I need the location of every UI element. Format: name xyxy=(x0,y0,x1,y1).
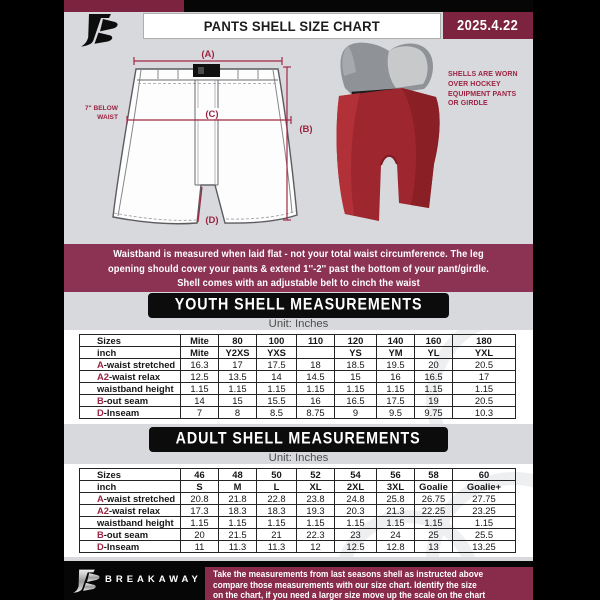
value-cell: 12.8 xyxy=(377,541,415,553)
value-cell: 25.8 xyxy=(377,493,415,505)
row-label-cell: Sizes xyxy=(80,469,181,481)
value-cell: 16.3 xyxy=(181,359,219,371)
value-cell: XL xyxy=(297,481,335,493)
value-cell: 15 xyxy=(219,395,257,407)
value-cell: Y2XS xyxy=(219,347,257,359)
row-label-prefix: B xyxy=(97,529,104,540)
value-cell: 1.15 xyxy=(219,383,257,395)
value-cell: 17.5 xyxy=(377,395,415,407)
text-line: Waistband is measured when laid flat - not your total waist circumference. The leg xyxy=(113,249,484,260)
value-cell: 20.5 xyxy=(453,395,516,407)
value-cell: M xyxy=(219,481,257,493)
value-cell: 110 xyxy=(297,335,335,347)
youth-banner-label: YOUTH SHELL MEASUREMENTS xyxy=(174,295,423,314)
top-strip xyxy=(64,0,533,12)
breakaway-footer-logo-icon xyxy=(72,566,102,596)
text-line: OVER HOCKEY xyxy=(448,80,501,88)
footer-instructions-box xyxy=(205,567,533,600)
value-cell: 20.8 xyxy=(181,493,219,505)
brand-wordmark: BREAKAWAY xyxy=(105,574,202,585)
value-cell: Goalie xyxy=(415,481,453,493)
value-cell: 20.3 xyxy=(335,505,377,517)
value-cell: 18.3 xyxy=(257,505,297,517)
text-line: Shell comes with an adjustable belt to cinch the waist xyxy=(177,278,420,290)
value-cell: 3XL xyxy=(377,481,415,493)
table-row xyxy=(80,517,516,529)
value-cell: 23.25 xyxy=(453,505,516,517)
table-row xyxy=(80,371,516,383)
value-cell: 19.5 xyxy=(377,359,415,371)
value-cell: 12 xyxy=(297,541,335,553)
adult-unit-label: Unit: Inches xyxy=(268,452,329,464)
adult-measurements-table xyxy=(79,468,516,553)
value-cell: 15.5 xyxy=(257,395,297,407)
table-row xyxy=(80,481,516,493)
text-line: on the chart, if you need a larger size move up the scale on the chart xyxy=(213,590,486,600)
value-cell: 23 xyxy=(335,529,377,541)
text-line: compare those measurements with our size chart. Identify the size xyxy=(213,579,477,590)
value-cell: 13.5 xyxy=(219,371,257,383)
belt-buckle xyxy=(193,64,220,77)
value-cell: 7 xyxy=(181,407,219,419)
value-cell: 15 xyxy=(335,371,377,383)
value-cell: 13.25 xyxy=(453,541,516,553)
row-label-cell: waistband height xyxy=(80,383,181,395)
measure-d-label: (D) xyxy=(205,215,219,226)
value-cell: 48 xyxy=(219,469,257,481)
measure-b-label: (B) xyxy=(299,124,313,135)
value-cell: 1.15 xyxy=(453,383,516,395)
value-cell: S xyxy=(181,481,219,493)
waist-note xyxy=(76,105,118,122)
table-row-sizes xyxy=(80,335,516,347)
table-row xyxy=(80,347,516,359)
value-cell: 16.5 xyxy=(335,395,377,407)
value-cell: 120 xyxy=(335,335,377,347)
value-cell: 24.8 xyxy=(335,493,377,505)
value-cell: 16 xyxy=(297,395,335,407)
value-cell: YS xyxy=(335,347,377,359)
value-cell: 17 xyxy=(219,359,257,371)
value-cell: 1.15 xyxy=(257,383,297,395)
value-cell: 46 xyxy=(181,469,219,481)
table-row xyxy=(80,395,516,407)
value-cell: 11 xyxy=(181,541,219,553)
text-line: WAIST xyxy=(97,113,118,121)
hockey-pants-photo xyxy=(336,42,448,228)
value-cell: 1.15 xyxy=(377,517,415,529)
table-row xyxy=(80,359,516,371)
row-label-cell: inch xyxy=(80,347,181,359)
text-line: OR GIRDLE xyxy=(448,100,488,108)
table-row xyxy=(80,493,516,505)
value-cell: YL xyxy=(415,347,453,359)
value-cell: Mite xyxy=(181,347,219,359)
value-cell: 1.15 xyxy=(181,517,219,529)
row-label-prefix: A2 xyxy=(97,505,109,516)
value-cell: 19 xyxy=(415,395,453,407)
measure-a-label: (A) xyxy=(201,49,215,60)
row-label-cell: Sizes xyxy=(80,335,181,347)
value-cell: 8 xyxy=(219,407,257,419)
youth-section-banner xyxy=(148,293,449,318)
text-line: SHELLS ARE WORN xyxy=(448,71,518,78)
breakaway-logo-icon xyxy=(79,13,121,47)
text-line: Take the measurements from last seasons shell as instructed above xyxy=(213,569,484,579)
document xyxy=(64,0,533,600)
row-label-prefix: A xyxy=(97,359,104,370)
value-cell: 60 xyxy=(453,469,516,481)
value-cell: 1.15 xyxy=(335,517,377,529)
value-cell: 11.3 xyxy=(257,541,297,553)
info-banner xyxy=(64,244,533,292)
value-cell: 9 xyxy=(335,407,377,419)
value-cell: 20.5 xyxy=(453,359,516,371)
table-row xyxy=(80,407,516,419)
page-title-box xyxy=(143,13,441,39)
row-label-cell: B-out seam xyxy=(80,395,181,407)
adult-banner-wrap xyxy=(64,427,533,452)
value-cell: 17.3 xyxy=(181,505,219,517)
value-cell: YXL xyxy=(453,347,516,359)
value-cell: 12.5 xyxy=(335,541,377,553)
value-cell: 10.3 xyxy=(453,407,516,419)
value-cell: 13 xyxy=(415,541,453,553)
top-strip-accent xyxy=(64,0,184,12)
value-cell: 180 xyxy=(453,335,516,347)
value-cell: 80 xyxy=(219,335,257,347)
value-cell: 17.5 xyxy=(257,359,297,371)
text-line: EQUIPMENT PANTS xyxy=(448,90,517,98)
row-label-cell: D-Inseam xyxy=(80,407,181,419)
value-cell: 1.15 xyxy=(297,383,335,395)
value-cell: 1.15 xyxy=(257,517,297,529)
value-cell: YM xyxy=(377,347,415,359)
value-cell: L xyxy=(257,481,297,493)
info-banner-text xyxy=(108,248,489,292)
value-cell: 8.75 xyxy=(297,407,335,419)
value-cell: 18 xyxy=(297,359,335,371)
value-cell: 9.75 xyxy=(415,407,453,419)
adult-banner-label: ADULT SHELL MEASUREMENTS xyxy=(176,429,421,448)
youth-unit-label: Unit: Inches xyxy=(268,318,329,330)
value-cell: 22.8 xyxy=(257,493,297,505)
value-cell: 2XL xyxy=(335,481,377,493)
page-title: PANTS SHELL SIZE CHART xyxy=(203,18,381,34)
photo-note xyxy=(448,70,530,109)
value-cell: 1.15 xyxy=(335,383,377,395)
measure-c-label: (C) xyxy=(205,109,219,120)
value-cell: 26.75 xyxy=(415,493,453,505)
value-cell: Mite xyxy=(181,335,219,347)
value-cell: 52 xyxy=(297,469,335,481)
table-row-sizes xyxy=(80,469,516,481)
value-cell: 27.75 xyxy=(453,493,516,505)
value-cell: 21.3 xyxy=(377,505,415,517)
table-row xyxy=(80,541,516,553)
date-box xyxy=(443,12,533,39)
value-cell: 1.15 xyxy=(415,517,453,529)
value-cell: 1.15 xyxy=(415,383,453,395)
value-cell: 14.5 xyxy=(297,371,335,383)
row-label-prefix: B xyxy=(97,395,104,406)
value-cell: 16.5 xyxy=(415,371,453,383)
row-label-cell: waistband height xyxy=(80,517,181,529)
value-cell: 25 xyxy=(415,529,453,541)
row-label-cell: D-Inseam xyxy=(80,541,181,553)
value-cell: 14 xyxy=(257,371,297,383)
value-cell: 18.5 xyxy=(335,359,377,371)
value-cell: 17 xyxy=(453,371,516,383)
table-row xyxy=(80,505,516,517)
youth-banner-wrap xyxy=(64,293,533,318)
value-cell: 25.5 xyxy=(453,529,516,541)
value-cell: 1.15 xyxy=(219,517,257,529)
value-cell: 11.3 xyxy=(219,541,257,553)
value-cell: 54 xyxy=(335,469,377,481)
value-cell: 100 xyxy=(257,335,297,347)
value-cell: 50 xyxy=(257,469,297,481)
value-cell: 21.8 xyxy=(219,493,257,505)
value-cell: 56 xyxy=(377,469,415,481)
value-cell: 19.3 xyxy=(297,505,335,517)
value-cell: 58 xyxy=(415,469,453,481)
value-cell xyxy=(297,347,335,359)
shorts-measurement-diagram xyxy=(100,46,320,238)
adult-section-banner xyxy=(149,427,447,452)
row-label-cell: inch xyxy=(80,481,181,493)
value-cell: Goalie+ xyxy=(453,481,516,493)
value-cell: 8.5 xyxy=(257,407,297,419)
value-cell: YXS xyxy=(257,347,297,359)
table-row xyxy=(80,529,516,541)
value-cell: 1.15 xyxy=(297,517,335,529)
text-line: 7" BELOW xyxy=(84,105,118,112)
value-cell: 9.5 xyxy=(377,407,415,419)
value-cell: 21 xyxy=(257,529,297,541)
value-cell: 22.3 xyxy=(297,529,335,541)
row-label-cell: A2-waist relax xyxy=(80,371,181,383)
value-cell: 1.15 xyxy=(453,517,516,529)
value-cell: 23.8 xyxy=(297,493,335,505)
value-cell: 1.15 xyxy=(181,383,219,395)
value-cell: 20 xyxy=(181,529,219,541)
row-label-prefix: A2 xyxy=(97,371,109,382)
value-cell: 160 xyxy=(415,335,453,347)
row-label-cell: A-waist stretched xyxy=(80,493,181,505)
table-row xyxy=(80,383,516,395)
value-cell: 1.15 xyxy=(377,383,415,395)
youth-measurements-table xyxy=(79,334,516,419)
row-label-cell: B-out seam xyxy=(80,529,181,541)
value-cell: 18.3 xyxy=(219,505,257,517)
value-cell: 21.5 xyxy=(219,529,257,541)
footer-instructions-text xyxy=(213,569,485,600)
value-cell: 140 xyxy=(377,335,415,347)
row-label-prefix: A xyxy=(97,493,104,504)
row-label-cell: A2-waist relax xyxy=(80,505,181,517)
value-cell: 24 xyxy=(377,529,415,541)
value-cell: 16 xyxy=(377,371,415,383)
row-label-prefix: D xyxy=(97,407,104,418)
value-cell: 22.25 xyxy=(415,505,453,517)
row-label-prefix: D xyxy=(97,541,104,552)
value-cell: 20 xyxy=(415,359,453,371)
date-label: 2025.4.22 xyxy=(457,17,519,34)
value-cell: 14 xyxy=(181,395,219,407)
value-cell: 12.5 xyxy=(181,371,219,383)
text-line: opening should cover your pants & extend 1''-2'' past the bottom of your pant/girdle. xyxy=(108,263,489,275)
row-label-cell: A-waist stretched xyxy=(80,359,181,371)
